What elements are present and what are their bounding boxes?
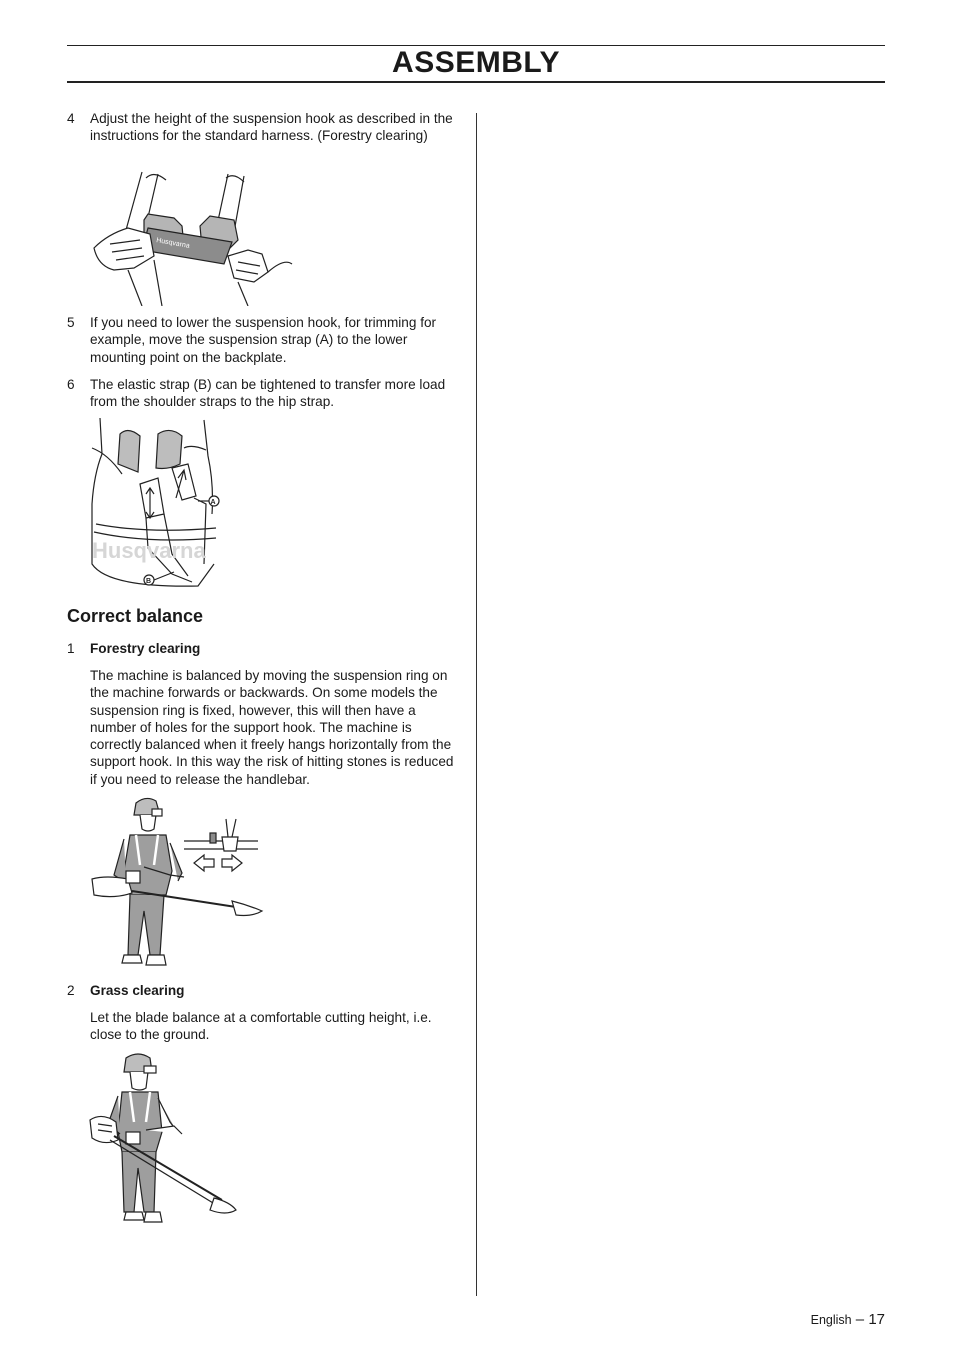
step-4 bbox=[67, 110, 459, 145]
step-text: Adjust the height of the suspension hook as described in the instructions for the standard harness. (Forestry clearing) bbox=[90, 111, 453, 144]
page-number: 17 bbox=[868, 1311, 885, 1328]
step-number: 5 bbox=[67, 315, 75, 330]
balance-item-1 bbox=[67, 640, 459, 657]
backplate-straps-illustration bbox=[88, 414, 223, 594]
label-a: A bbox=[210, 499, 216, 506]
page-footer bbox=[811, 1311, 885, 1328]
page-title: ASSEMBLY bbox=[392, 46, 560, 79]
forestry-clearing-illustration bbox=[86, 795, 266, 973]
header-bottom-rule bbox=[67, 81, 885, 83]
svg-text:Husqvarna: Husqvarna bbox=[92, 538, 206, 563]
label-b: B bbox=[146, 578, 152, 585]
item-title: Grass clearing bbox=[90, 983, 185, 998]
step-text: The elastic strap (B) can be tightened to transfer more load from the shoulder straps to the hip strap. bbox=[90, 377, 446, 410]
balance-item-2 bbox=[67, 982, 459, 999]
step-6 bbox=[67, 376, 459, 411]
item-2-body: Let the blade balance at a comfortable cutting height, i.e. close to the ground. bbox=[90, 1010, 432, 1043]
footer-language: English bbox=[810, 1313, 852, 1327]
step-5 bbox=[67, 314, 459, 366]
step-number: 6 bbox=[67, 377, 75, 392]
husqvarna-logo: Husqvarna bbox=[155, 237, 191, 250]
step-number: 4 bbox=[67, 111, 75, 126]
footer-separator: – bbox=[855, 1311, 865, 1328]
husqvarna-watermark bbox=[92, 538, 206, 563]
item-title: Forestry clearing bbox=[90, 641, 201, 656]
grass-clearing-illustration bbox=[86, 1050, 242, 1228]
harness-adjust-illustration bbox=[88, 170, 296, 306]
section-heading: Correct balance bbox=[67, 606, 204, 626]
step-text: If you need to lower the suspension hook, for trimming for example, move the suspension strap (A) to the lower mounting point on the backplate. bbox=[90, 315, 437, 365]
column-divider bbox=[476, 113, 477, 1296]
item-number: 1 bbox=[67, 641, 75, 656]
item-number: 2 bbox=[67, 983, 75, 998]
item-1-body: The machine is balanced by moving the suspension ring on the machine forwards or backwards. On some models the suspension ring is fixed, however, this will then have a number of holes for the support hook. The machine is correctly balanced when it freely hangs horizontally from the support hook. In this way the risk of hitting stones is reduced if you need to release the handlebar. bbox=[90, 668, 454, 787]
